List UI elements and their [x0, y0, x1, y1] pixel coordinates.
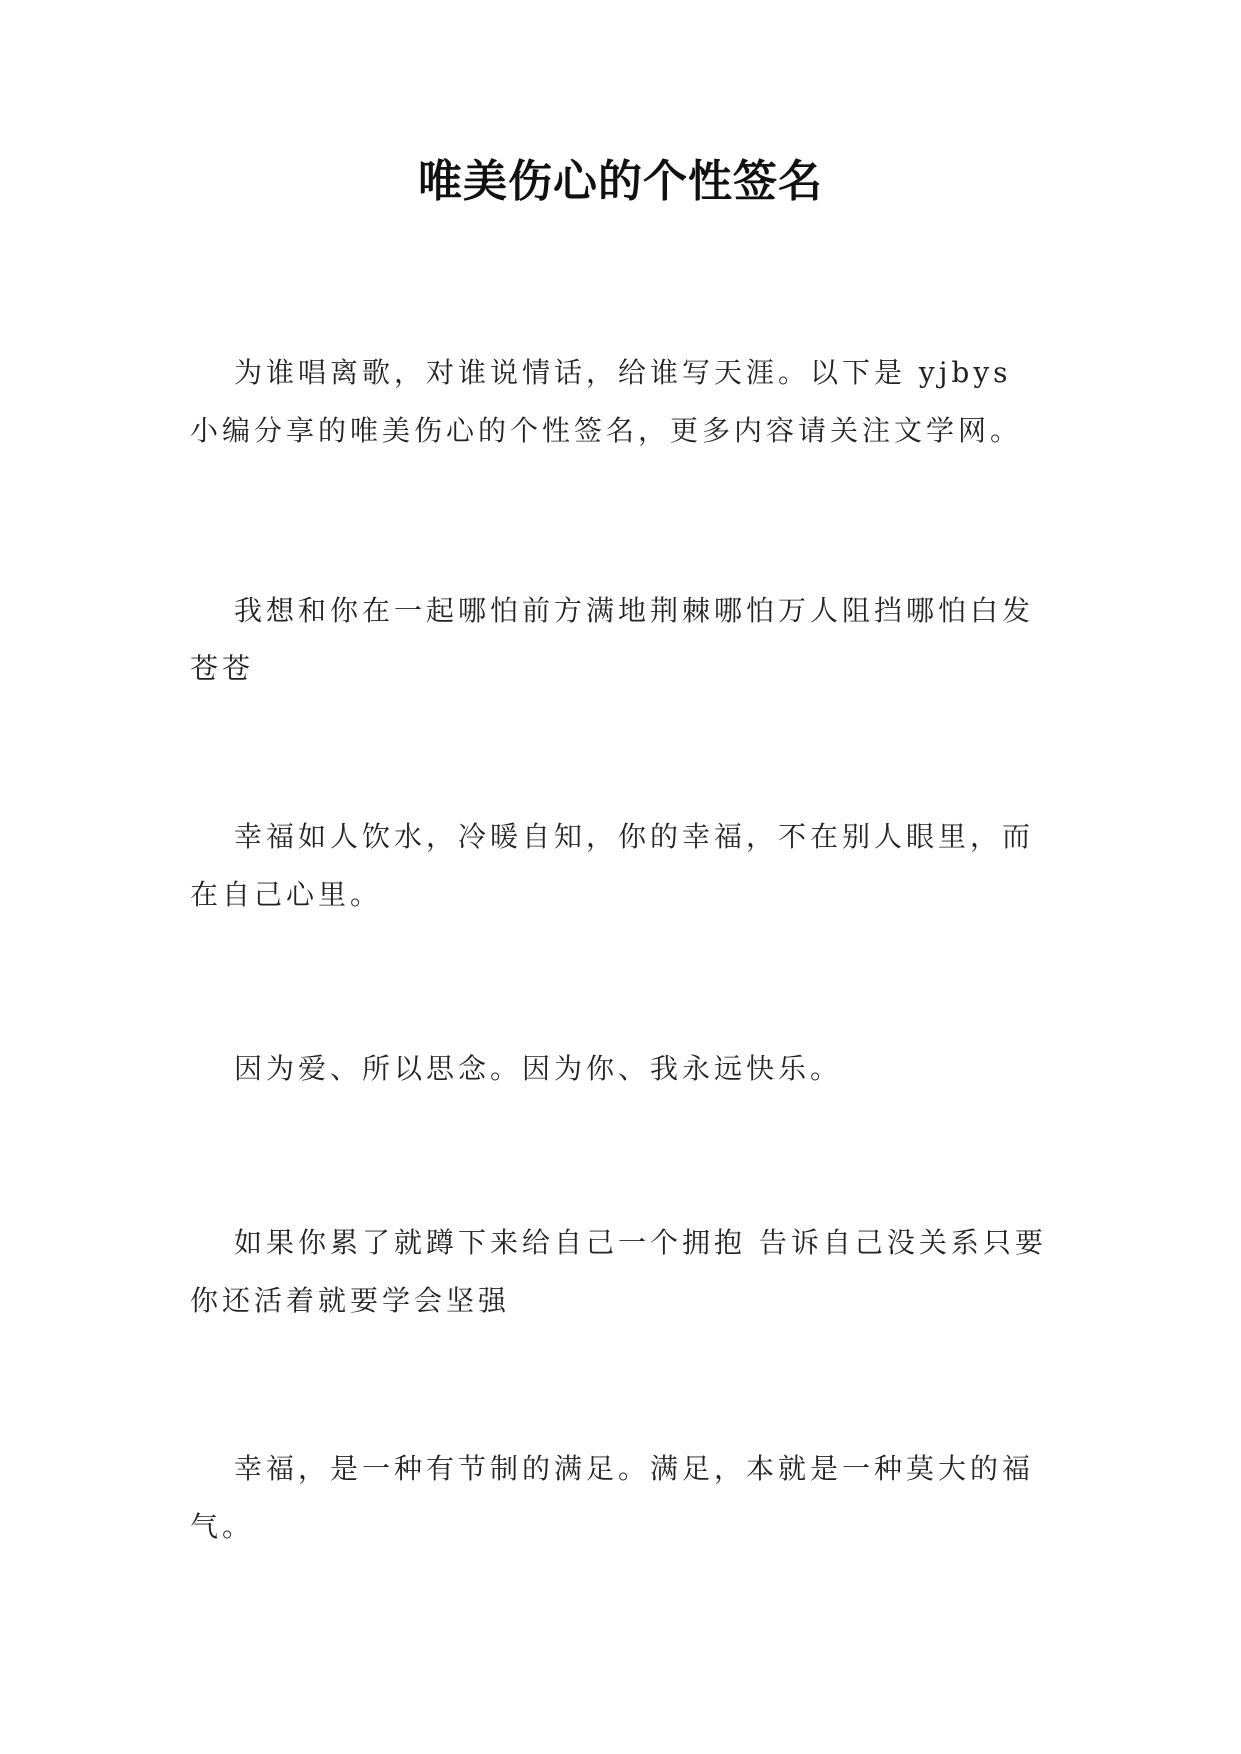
paragraph-signature-1: 我想和你在一起哪怕前方满地荆棘哪怕万人阻挡哪怕白发苍苍 — [190, 594, 1035, 685]
document-title: 唯美伤心的个性签名 — [418, 156, 823, 207]
paragraph-signature-4: 如果你累了就蹲下来给自己一个拥抱 告诉自己没关系只要你还活着就要学会坚强 — [190, 1226, 1047, 1317]
paragraph-signature-5: 幸福，是一种有节制的满足。满足，本就是一种莫大的福气。 — [190, 1452, 1035, 1543]
paragraph-signature-2: 幸福如人饮水，冷暖自知，你的幸福，不在别人眼里，而在自己心里。 — [190, 820, 1035, 911]
paragraph-signature-3: 因为爱、所以思念。因为你、我永远快乐。 — [234, 1052, 843, 1085]
paragraph-intro: 为谁唱离歌，对谁说情话，给谁写天涯。以下是 yjbys 小编分享的唯美伤心的个性签名，更多内容请关注文学网。 — [190, 356, 1023, 447]
